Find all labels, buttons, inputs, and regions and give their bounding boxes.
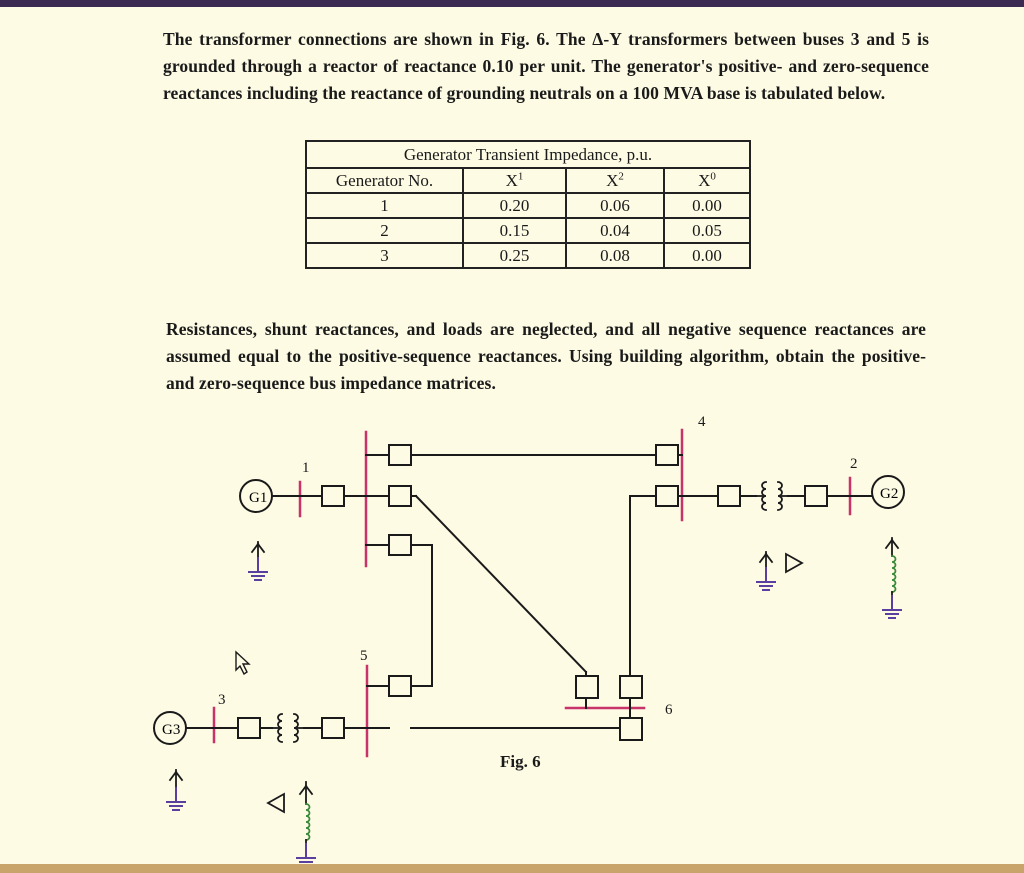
problem-instruction-text: Resistances, shunt reactances, and loads are neglected, and all negative sequence reactances are assumed equal to the positive-sequence reactances. Using building algorithm, obtain the positive- and zero-sequence bus impedance matrices. bbox=[166, 318, 926, 393]
bus-label-1: 1 bbox=[302, 460, 310, 476]
circuit-diagram bbox=[0, 400, 1024, 864]
cell-x1: 0.25 bbox=[463, 243, 566, 268]
header-x1: $X^1$ bbox=[463, 168, 566, 193]
impedance-box bbox=[620, 718, 642, 740]
table-row bbox=[306, 193, 750, 218]
header-x0: $X^0$ bbox=[664, 168, 750, 193]
generator-g2-icon bbox=[872, 476, 904, 508]
cell-x1: 0.15 bbox=[463, 218, 566, 243]
impedance-box bbox=[389, 676, 411, 696]
table-row bbox=[306, 218, 750, 243]
delta-t35-icon bbox=[268, 794, 284, 812]
bus-label-5: 5 bbox=[360, 648, 368, 664]
cell-x2: 0.06 bbox=[566, 193, 664, 218]
cell-x0: 0.00 bbox=[664, 243, 750, 268]
impedance-box bbox=[656, 486, 678, 506]
bus-label-6: 6 bbox=[665, 702, 673, 718]
wye-ground-g1-icon bbox=[252, 542, 264, 558]
cell-x1: 0.20 bbox=[463, 193, 566, 218]
impedance-box bbox=[389, 535, 411, 555]
wye-ground-t42-icon bbox=[760, 552, 772, 568]
cell-gen: 1 bbox=[306, 193, 463, 218]
impedance-box bbox=[576, 676, 598, 698]
svg-text:G1: G1 bbox=[249, 490, 268, 506]
impedance-box bbox=[389, 445, 411, 465]
header-generator-no: Generator No. bbox=[306, 168, 463, 193]
cell-x0: 0.00 bbox=[664, 193, 750, 218]
generator-impedance-table bbox=[305, 140, 751, 269]
ground-g1-icon bbox=[249, 558, 267, 580]
delta-t42-icon bbox=[786, 554, 802, 572]
cell-gen: 2 bbox=[306, 218, 463, 243]
bus-label-3: 3 bbox=[218, 692, 226, 708]
bottom-border bbox=[0, 864, 1024, 873]
figure-caption: Fig. 6 bbox=[500, 752, 541, 771]
svg-text:G2: G2 bbox=[880, 486, 899, 502]
impedance-box bbox=[718, 486, 740, 506]
impedance-box bbox=[805, 486, 827, 506]
ground-g2-icon bbox=[883, 596, 901, 618]
cell-x2: 0.04 bbox=[566, 218, 664, 243]
impedance-box bbox=[389, 486, 411, 506]
top-border bbox=[0, 0, 1024, 7]
bus-label-4: 4 bbox=[698, 414, 706, 430]
ground-t35-icon bbox=[297, 844, 315, 864]
transformer-4-2-icon bbox=[756, 482, 788, 510]
impedance-box bbox=[620, 676, 642, 698]
generator-g1-icon bbox=[240, 480, 272, 512]
transformer-3-5-icon bbox=[272, 714, 304, 742]
table-caption: Generator Transient Impedance, p.u. bbox=[306, 141, 750, 168]
wye-ground-t35-icon bbox=[300, 782, 312, 844]
wye-ground-g3-icon bbox=[170, 770, 182, 788]
ground-t42-icon bbox=[757, 568, 775, 590]
wye-ground-g2-icon bbox=[886, 538, 898, 596]
mouse-cursor-icon bbox=[236, 652, 249, 674]
ground-g3-icon bbox=[167, 788, 185, 810]
impedance-box bbox=[238, 718, 260, 738]
svg-text:G3: G3 bbox=[162, 722, 181, 738]
cell-x2: 0.08 bbox=[566, 243, 664, 268]
bus-label-2: 2 bbox=[850, 456, 858, 472]
cell-x0: 0.05 bbox=[664, 218, 750, 243]
header-x2: $X^2$ bbox=[566, 168, 664, 193]
generator-g3-icon bbox=[154, 712, 186, 744]
problem-intro-text: The transformer connections are shown in Fig. 6. The Δ-Y transformers between buses 3 and 5 is grounded through a reactor of reactance 0.10 per unit. The generator's positive- and zero-sequence reactances including the reactance of grounding neutrals on a 100 MVA base is tabulated below. bbox=[163, 28, 929, 103]
impedance-box bbox=[322, 486, 344, 506]
table-header-row bbox=[306, 168, 750, 193]
table-row bbox=[306, 243, 750, 268]
cell-gen: 3 bbox=[306, 243, 463, 268]
impedance-box bbox=[322, 718, 344, 738]
impedance-box bbox=[656, 445, 678, 465]
